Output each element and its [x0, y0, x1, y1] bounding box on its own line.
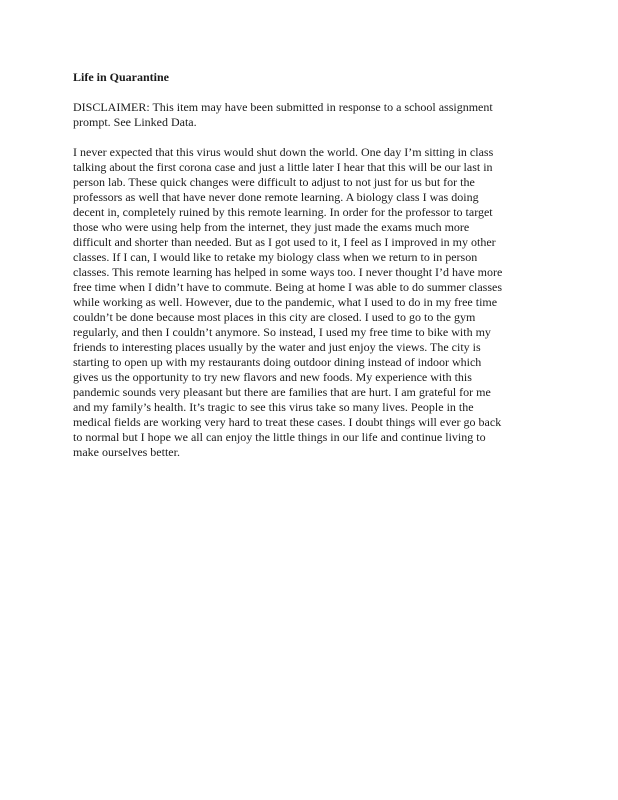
body-line: medical fields are working very hard to treat these cases. I doubt things will ever go back — [73, 415, 502, 429]
body-line: classes. If I can, I would like to retake my biology class when we return to in person — [73, 250, 478, 264]
disclaimer-line: DISCLAIMER: This item may have been submitted in response to a school assignment — [73, 100, 493, 114]
body-line: those who were using help from the internet, they just made the exams much more — [73, 220, 470, 234]
body-line: friends to interesting places usually by the water and just enjoy the views. The city is — [73, 340, 481, 354]
body-line: free time when I didn’t have to commute. Being at home I was able to do summer classes — [73, 280, 502, 294]
body-line: person lab. These quick changes were difficult to adjust to not just for us but for the — [73, 175, 475, 189]
body-paragraph — [73, 145, 557, 460]
disclaimer-line: prompt. See Linked Data. — [73, 115, 197, 129]
body-line: while working as well. However, due to the pandemic, what I used to do in my free time — [73, 295, 498, 309]
body-line: talking about the first corona case and just a little later I hear that this will be our last in — [73, 160, 493, 174]
body-line: decent in, completely ruined by this remote learning. In order for the professor to target — [73, 205, 493, 219]
body-line: make ourselves better. — [73, 445, 180, 459]
body-line: regularly, and then I couldn’t anymore. So instead, I used my free time to bike with my — [73, 325, 491, 339]
document-title: Life in Quarantine — [73, 70, 170, 84]
body-line: pandemic sounds very pleasant but there are families that are hurt. I am grateful for me — [73, 385, 491, 399]
body-line: gives us the opportunity to try new flavors and new foods. My experience with this — [73, 370, 472, 384]
body-line: and my family’s health. It’s tragic to see this virus take so many lives. People in the — [73, 400, 474, 414]
body-line: difficult and shorter than needed. But as I got used to it, I feel as I improved in my other — [73, 235, 496, 249]
body-line: couldn’t be done because most places in this city are closed. I used to go to the gym — [73, 310, 476, 324]
disclaimer-paragraph — [73, 100, 557, 130]
body-line: professors as well that have never done remote learning. A biology class I was doing — [73, 190, 479, 204]
body-line: I never expected that this virus would shut down the world. One day I’m sitting in class — [73, 145, 494, 159]
body-line: to normal but I hope we all can enjoy the little things in our life and continue living to — [73, 430, 486, 444]
document-content — [73, 70, 557, 460]
body-line: classes. This remote learning has helped in some ways too. I never thought I’d have more — [73, 265, 503, 279]
body-line: starting to open up with my restaurants doing outdoor dining instead of indoor which — [73, 355, 482, 369]
